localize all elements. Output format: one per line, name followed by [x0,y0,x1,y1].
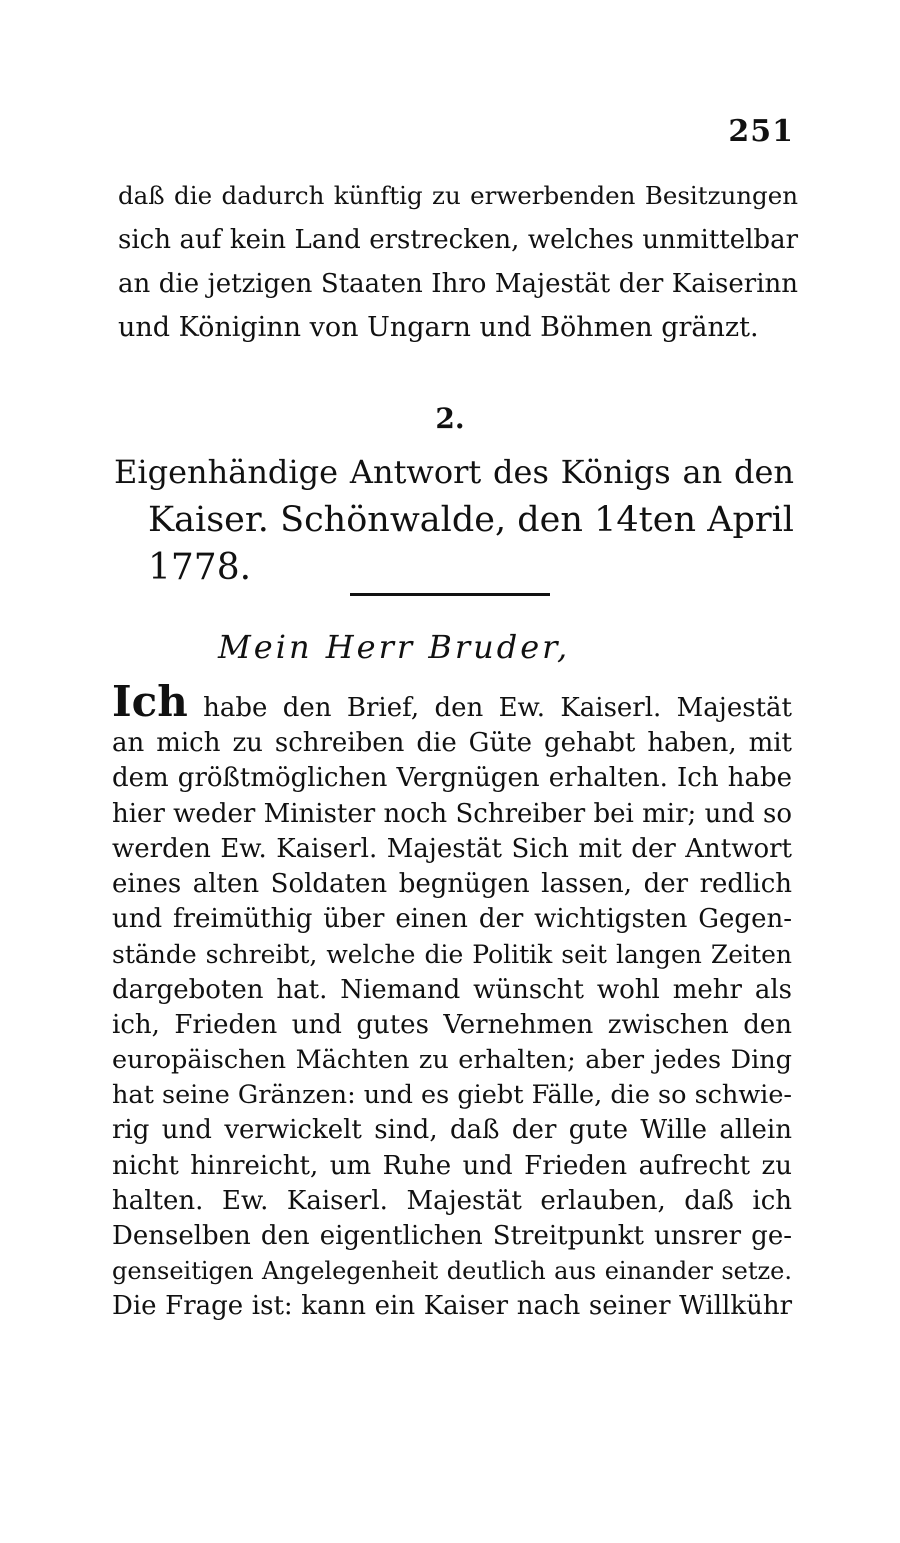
text-line: stände schreibt, welche die Politik seit langen Zeiten [112,940,792,970]
heading-line: Kaiser. Schönwalde, den 14ten April [148,500,794,540]
heading-line: 1778. [148,547,252,588]
text-line: daß die dadurch künftig zu erwerbenden Besitzungen [118,181,798,210]
text-line: an mich zu schreiben die Güte gehabt haben, mit [112,728,792,759]
section-heading [114,448,794,592]
text-line: ich, Frieden und gutes Vernehmen zwischen den [112,1009,792,1040]
text-line [112,677,792,726]
text-line: dargeboten hat. Niemand wünscht wohl mehr als [112,974,792,1005]
text-line: werden Ew. Kaiserl. Majestät Sich mit der Antwort [112,833,792,864]
text-line: sich auf kein Land erstrecken, welches unmittelbar [118,225,798,255]
section-divider [350,593,550,596]
text-line: an die jetzigen Staaten Ihro Majestät der Kaiserinn [118,269,798,299]
text-line: eines alten Soldaten begnügen lassen, der redlich [112,869,792,900]
text-line: rig und verwickelt sind, daß der gute Wille allein [112,1115,792,1146]
text-line: Denselben den eigentlichen Streitpunkt unsrer ge- [112,1221,792,1252]
first-line-rest: habe den Brief, den Ew. Kaiserl. Majestät [187,693,792,723]
text-line: genseitigen Angelegenheit deutlich aus einander setze. [112,1257,792,1286]
section-number: 2. [435,402,465,435]
text-line: Die Frage ist: kann ein Kaiser nach seiner Willkühr [112,1291,792,1322]
text-line: und freimüthig über einen der wichtigsten Gegen- [112,904,792,935]
letter-body [112,677,793,1325]
text-line: und Königinn von Ungarn und Böhmen gränzt. [118,312,759,343]
heading-line: Eigenhändige Antwort des Königs an den [114,453,794,491]
page-number: 251 [728,114,794,149]
text-line: dem größtmöglichen Vergnügen erhalten. Ich habe [112,763,792,794]
text-line: nicht hinreicht, um Ruhe und Frieden aufrecht zu [112,1150,792,1181]
initial-word: Ich [112,677,188,726]
text-line: hat seine Gränzen: und es giebt Fälle, die so schwie- [112,1080,793,1111]
salutation: Mein Herr Bruder, [218,628,571,666]
text-line: europäischen Mächten zu erhalten; aber jedes Ding [112,1045,792,1076]
previous-paragraph [118,174,798,350]
text-line: hier weder Minister noch Schreiber bei mir; und so [112,798,792,829]
text-line: halten. Ew. Kaiserl. Majestät erlauben, daß ich [112,1185,792,1216]
